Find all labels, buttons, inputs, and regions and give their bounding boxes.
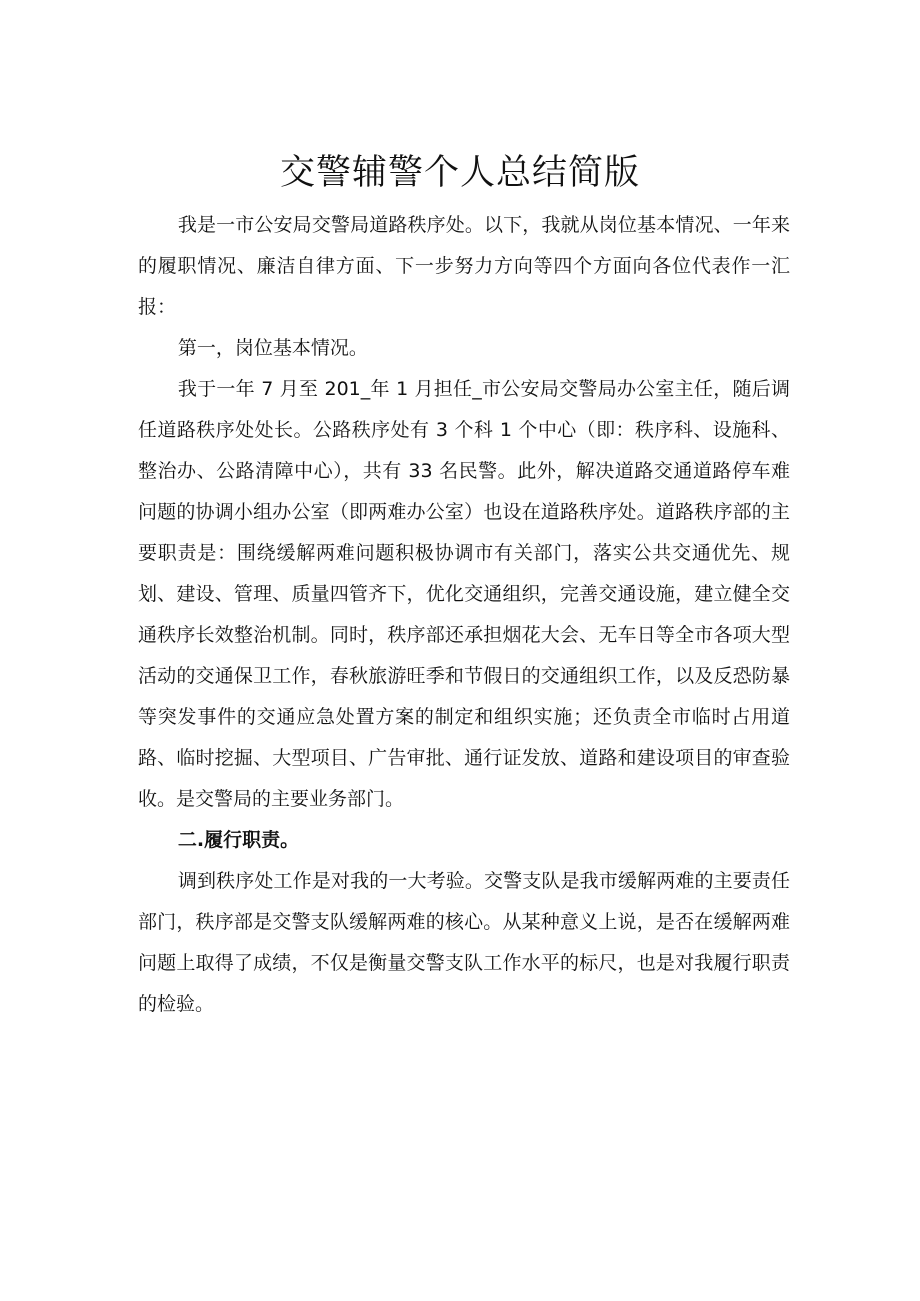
paragraph-position-overview: 我于一年 7 月至 201_年 1 月担任_市公安局交警局办公室主任，随后调任道路秩序处处长。公路秩序处有 3 个科 1 个中心（即：秩序科、设施科、整治办、公路清障中心），共有 33 名民警。此外，解决道路交通道路停车难问题的协调小组办公室（即两难办公室）也设在道路秩序处。道路秩序部的主要职责是：围绕缓解两难问题积极协调市有关部门，落实公共交通优先、规划、建设、管理、质量四管齐下，优化交通组织，完善交通设施，建立健全交通秩序长效整治机制。同时，秩序部还承担烟花大会、无车日等全市各项大型活动的交通保卫工作，春秋旅游旺季和节假日的交通组织工作，以及反恐防暴等突发事件的交通应急处置方案的制定和组织实施；还负责全市临时占用道路、临时挖掘、大型项目、广告审批、通行证发放、道路和建设项目的审查验收。是交警局的主要业务部门。 — [138, 378, 790, 810]
paragraph-duty: 调到秩序处工作是对我的一大考验。交警支队是我市缓解两难的主要责任部门，秩序部是交警支队缓解两难的核心。从某种意义上说，是否在缓解两难问题上取得了成绩，不仅是衡量交警支队工作水平的标尺，也是对我履行职责的检验。 — [138, 870, 790, 1015]
paragraph-intro: 我是一市公安局交警局道路秩序处。以下，我就从岗位基本情况、一年来的履职情况、廉洁自律方面、下一步努力方向等四个方面向各位代表作一汇报： — [138, 214, 790, 318]
document-body — [138, 205, 790, 1025]
document-title: 交警辅警个人总结简版 — [279, 153, 640, 193]
section-heading-1: 第一，岗位基本情况。 — [177, 337, 368, 359]
section-heading-2: 二.履行职责。 — [177, 829, 300, 851]
